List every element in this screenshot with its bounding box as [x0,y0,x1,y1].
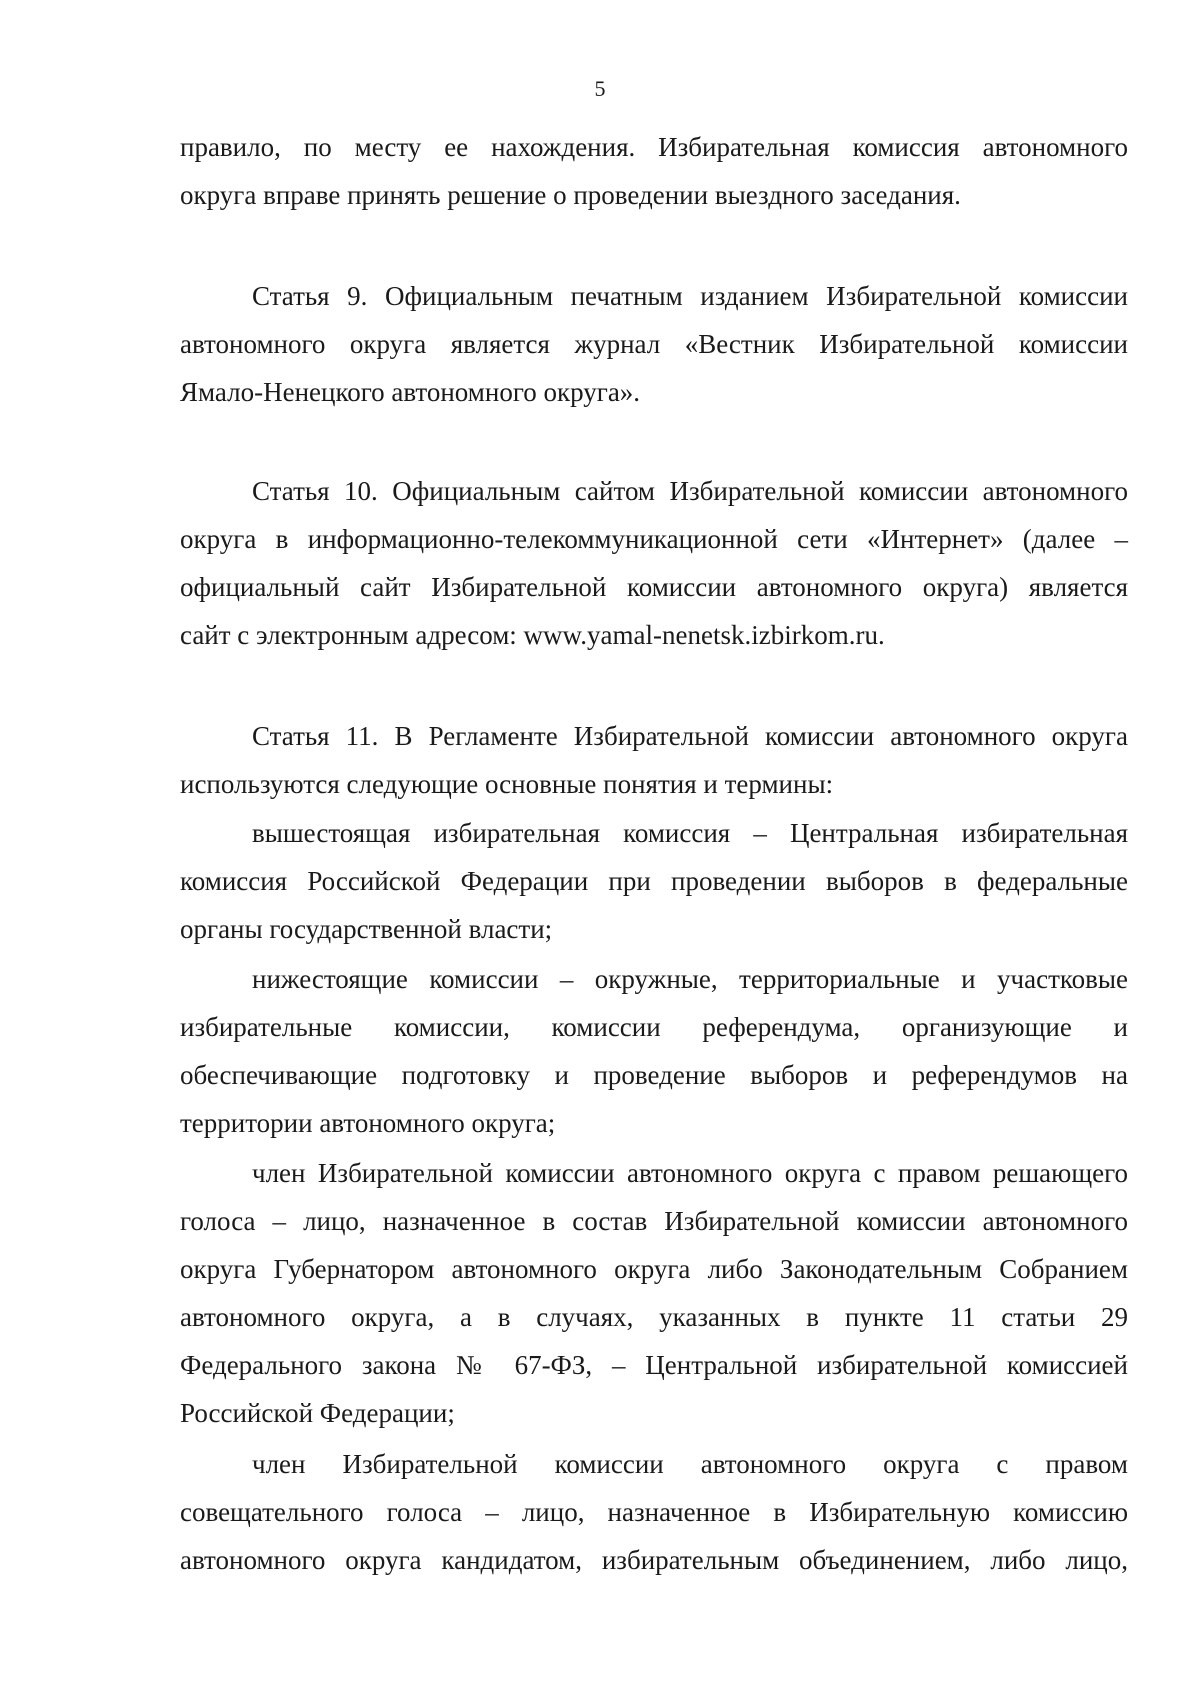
text-line: территории автономного округа; [180,1108,556,1138]
text-line: Федерального закона № 67-ФЗ, – Центральной избирательной комиссией [180,1350,1128,1380]
text-line: голоса – лицо, назначенное в состав Избирательной комиссии автономного [180,1206,1128,1236]
definition-advisory-member [180,1440,1128,1584]
article-10 [180,467,1128,659]
text-line: автономного округа является журнал «Вестник Избирательной комиссии [180,329,1128,359]
text-line: округа вправе принять решение о проведении выездного заседания. [180,180,961,210]
text-line: автономного округа, а в случаях, указанных в пункте 11 статьи 29 [180,1302,1128,1332]
text-line: нижестоящие комиссии – окружные, территориальные и участковые [252,964,1128,994]
definition-higher-commission [180,809,1128,953]
article-9 [180,272,1128,416]
page-number: 5 [594,76,606,101]
text-line: комиссия Российской Федерации при проведении выборов в федеральные [180,866,1128,896]
text-line: Российской Федерации; [180,1398,455,1428]
text-line: округа Губернатором автономного округа либо Законодательным Собранием [180,1254,1128,1284]
text-line: Статья 11. В Регламенте Избирательной комиссии автономного округа [252,721,1128,751]
definition-voting-member [180,1149,1128,1437]
text-line: официальный сайт Избирательной комиссии автономного округа) является [180,572,1128,602]
text-line: округа в информационно-телекоммуникационной сети «Интернет» (далее – [180,524,1128,554]
text-line: обеспечивающие подготовку и проведение выборов и референдумов на [180,1060,1128,1090]
text-line: органы государственной власти; [180,914,553,944]
text-line: Статья 9. Официальным печатным изданием Избирательной комиссии [252,281,1128,311]
text-line: Статья 10. Официальным сайтом Избирательной комиссии автономного [252,476,1128,506]
text-line: вышестоящая избирательная комиссия – Центральная избирательная [252,818,1128,848]
text-line: член Избирательной комиссии автономного округа с правом решающего [252,1158,1128,1188]
text-line: используются следующие основные понятия и термины: [180,769,834,799]
text-line: совещательного голоса – лицо, назначенное в Избирательную комиссию [180,1497,1128,1527]
paragraph-continuation [180,123,1128,219]
text-line: автономного округа кандидатом, избирательным объединением, либо лицо, [180,1545,1128,1575]
text-line: правило, по месту ее нахождения. Избирательная комиссия автономного [180,132,1128,162]
text-line: Ямало-Ненецкого автономного округа». [180,377,641,407]
text-line: избирательные комиссии, комиссии референдума, организующие и [180,1012,1128,1042]
text-line: сайт с электронным адресом: www.yamal-nenetsk.izbirkom.ru. [180,620,885,650]
definition-lower-commissions [180,955,1128,1147]
article-11 [180,712,1128,808]
text-line: член Избирательной комиссии автономного округа с правом [252,1449,1128,1479]
